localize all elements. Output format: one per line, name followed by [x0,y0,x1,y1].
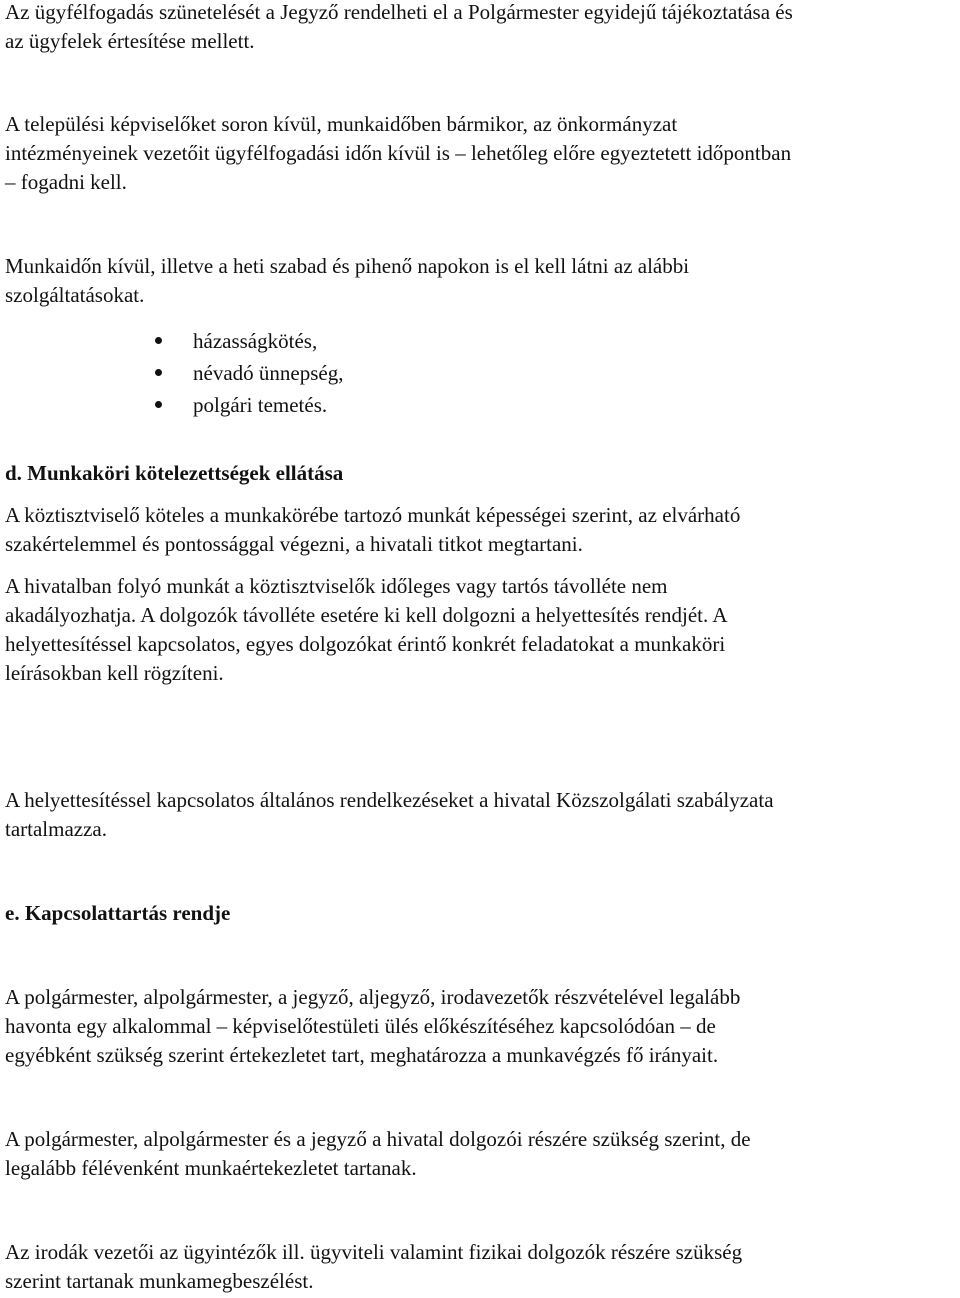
bullet-icon [155,337,162,344]
section-heading-e: e. Kapcsolattartás rendje [5,901,231,925]
paragraph-representatives-reception: A települési képviselőket soron kívül, munkaidőben bármikor, az önkormányzat intézményeinek vezetőit ügyfélfogadási időn kívül is – lehetőleg előre egyeztetett időpontban – fogadni kell. [5,112,792,194]
bullet-icon [155,401,162,408]
paragraph-mayor-meetings: A polgármester, alpolgármester, a jegyző, aljegyző, irodavezetők részvételével legalább havonta egy alkalommal – képviselőtestületi ülés előkészítéséhez kapcsolódóan – de egyébként szükség szerint értekezletet tart, meghatározza a munkavégzés fő irányait. [5,985,741,1067]
paragraph-office-heads-meetings: Az irodák vezetői az ügyintézők ill. ügyviteli valamint fizikai dolgozók részére szükség szerint tartanak munkamegbeszélést. [5,1240,743,1293]
paragraph-substitution-rules: A helyettesítéssel kapcsolatos általános rendelkezéseket a hivatal Közszolgálati szabályzata tartalmazza. [5,788,774,841]
section-heading-d: d. Munkaköri kötelezettségek ellátása [5,461,344,485]
list-item: házasságkötés, [155,325,343,357]
paragraph-customer-service-suspension: Az ügyfélfogadás szünetelését a Jegyző rendelheti el a Polgármester egyidejű tájékoztatása és az ügyfelek értesítése mellett. [5,0,793,53]
paragraph-off-hours-services: Munkaidőn kívül, illetve a heti szabad és pihenő napokon is el kell látni az alábbi szolgáltatásokat. [5,254,690,307]
paragraph-absence-substitution: A hivatalban folyó munkát a köztisztviselők időleges vagy tartós távolléte nem akadályozhatja. A dolgozók távolléte esetére ki kell dolgozni a helyettesítés rendjét. A helyettesítéssel kapcsolatos, egyes dolgozókat érintő konkrét feladatokat a munkaköri leírásokban kell rögzíteni. [5,574,728,685]
paragraph-staff-meetings: A polgármester, alpolgármester és a jegyző a hivatal dolgozói részére szükség szerint, de legalább félévenként munkaértekezletet tartanak. [5,1127,751,1180]
list-item: polgári temetés. [155,389,343,421]
paragraph-civil-servant-duties: A köztisztviselő köteles a munkakörébe tartozó munkát képességei szerint, az elvárható szakértelemmel és pontossággal végezni, a hivatali titkot megtartani. [5,503,741,556]
list-item: névadó ünnepség, [155,357,343,389]
services-list [155,325,343,421]
bullet-icon [155,369,162,376]
